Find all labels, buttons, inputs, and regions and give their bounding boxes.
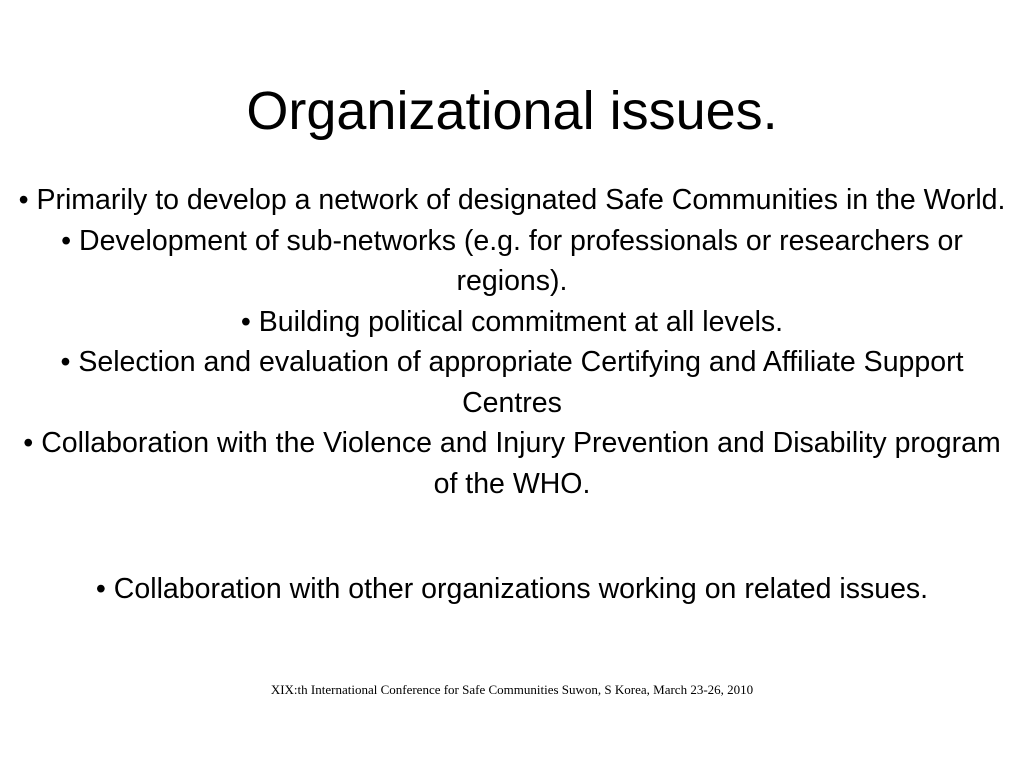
bullet-item-separate: • Collaboration with other organizations working on related issues. xyxy=(95,573,929,605)
slide-title: Organizational issues. xyxy=(246,81,778,141)
bullet-list xyxy=(12,180,1012,504)
bullet-item: • Development of sub-networks (e.g. for professionals or researchers or regions). xyxy=(61,224,963,297)
slide-footer: XIX:th International Conference for Safe Communities Suwon, S Korea, March 23-26, 2010 xyxy=(270,682,754,697)
bullet-item: • Collaboration with the Violence and Injury Prevention and Disability program of the WHO. xyxy=(23,427,1001,500)
bullet-item: • Selection and evaluation of appropriate Certifying and Affiliate Support Centres xyxy=(60,346,964,419)
bullet-item: • Building political commitment at all levels. xyxy=(240,305,784,338)
bullet-item: • Primarily to develop a network of designated Safe Communities in the World. xyxy=(18,184,1006,216)
